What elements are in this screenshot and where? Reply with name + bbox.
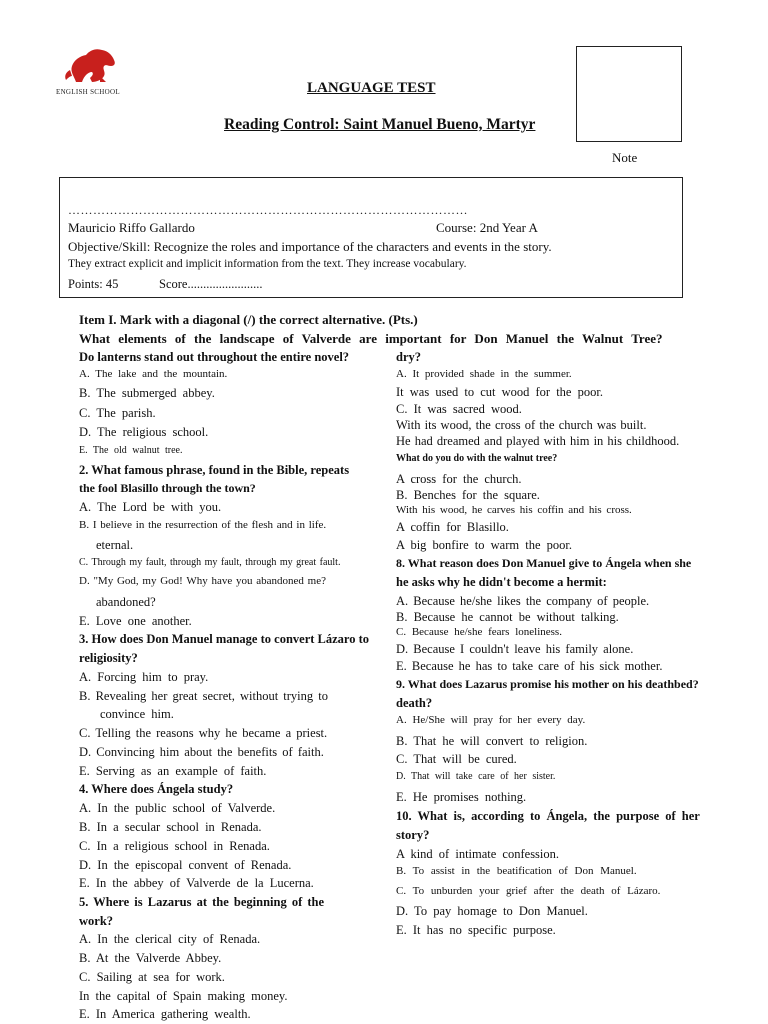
points-label: Points: 45 (68, 277, 119, 291)
q5-option-c[interactable]: C. Sailing at sea for work. (79, 970, 225, 984)
student-name: Mauricio Riffo Gallardo (68, 220, 195, 235)
note-label: Note (612, 150, 638, 165)
q8-option-e[interactable]: E. Because he has to take care of his sick mother. (396, 659, 663, 673)
q4-option-b[interactable]: B. In a secular school in Renada. (79, 820, 262, 834)
q4-option-d[interactable]: D. In the episcopal convent of Renada. (79, 858, 292, 872)
q2-option-b[interactable]: B. I believe in the resurrection of the flesh and in life. (79, 519, 327, 531)
walnut-option-c[interactable]: With his wood, he carves his coffin and his cross. (396, 504, 632, 516)
q1-option-c[interactable]: C. The parish. (79, 406, 156, 420)
q1-option-a[interactable]: A. The lake and the mountain. (79, 368, 228, 380)
q5-option-a[interactable]: A. In the clerical city of Renada. (79, 932, 261, 946)
q9-option-a[interactable]: A. He/She will pray for her every day. (396, 714, 586, 726)
q10-option-c[interactable]: C. To unburden your grief after the death of Lázaro. (396, 885, 661, 897)
question-5: 5. Where is Lazarus at the beginning of the (79, 895, 325, 909)
course-label: Course: 2nd Year A (436, 220, 538, 235)
q8-option-d[interactable]: D. Because I couldn't leave his family alone. (396, 642, 634, 656)
q3-option-d[interactable]: D. Convincing him about the benefits of faith. (79, 745, 324, 759)
q1b-option-c[interactable]: C. It was sacred wood. (396, 402, 522, 416)
q1b-option-b[interactable]: It was used to cut wood for the poor. (396, 385, 603, 399)
q8-option-c[interactable]: C. Because he/she fears loneliness. (396, 626, 562, 638)
q1b-option-a[interactable]: A. It provided shade in the summer. (396, 368, 572, 380)
question-2: 2. What famous phrase, found in the Bible, repeats (79, 463, 350, 477)
question-8: 8. What reason does Don Manuel give to Ángela when she (396, 556, 692, 570)
q10-option-b[interactable]: B. To assist in the beatification of Don Manuel. (396, 865, 637, 877)
q5-option-b[interactable]: B. At the Valverde Abbey. (79, 951, 222, 965)
q4-option-a[interactable]: A. In the public school of Valverde. (79, 801, 276, 815)
question-1: What elements of the landscape of Valverde are important for Don Manuel the Walnut Tree? (79, 331, 663, 346)
q3-option-c[interactable]: C. Telling the reasons why he became a priest. (79, 726, 328, 740)
q3-option-b-cont[interactable]: convince him. (100, 707, 174, 721)
q5-option-d[interactable]: In the capital of Spain making money. (79, 989, 288, 1003)
question-walnut: What do you do with the walnut tree? (396, 453, 558, 464)
q5-option-e[interactable]: E. In America gathering wealth. (79, 1007, 251, 1021)
q3-option-b[interactable]: B. Revealing her great secret, without trying to (79, 689, 329, 703)
q4-option-c[interactable]: C. In a religious school in Renada. (79, 839, 270, 853)
item-heading: Item I. Mark with a diagonal (/) the correct alternative. (Pts.) (79, 312, 418, 327)
q1-option-d[interactable]: D. The religious school. (79, 425, 209, 439)
q9-option-b[interactable]: B. That he will convert to religion. (396, 734, 588, 748)
name-line[interactable]: …………………………………………………………………………………… (68, 203, 468, 217)
q2-option-d-cont[interactable]: abandoned? (96, 595, 156, 609)
question-1-end: dry? (396, 350, 421, 364)
question-3: 3. How does Don Manuel manage to convert Lázaro to (79, 632, 370, 646)
lion-logo-icon (56, 46, 126, 88)
note-box[interactable] (576, 46, 682, 142)
walnut-option-a[interactable]: A cross for the church. (396, 472, 522, 486)
test-subtitle: Reading Control: Saint Manuel Bueno, Martyr (224, 116, 536, 133)
question-1-cont: Do lanterns stand out throughout the entire novel? (79, 350, 350, 364)
q1-option-e[interactable]: E. The old walnut tree. (79, 445, 183, 456)
school-logo (56, 46, 146, 98)
walnut-option-e[interactable]: A big bonfire to warm the poor. (396, 538, 572, 552)
q2-option-b-cont[interactable]: eternal. (96, 538, 134, 552)
question-3-cont: religiosity? (79, 651, 138, 665)
q2-option-d[interactable]: D. "My God, my God! Why have you abandoned me? (79, 575, 326, 587)
walnut-option-d[interactable]: A coffin for Blasillo. (396, 520, 509, 534)
test-title: LANGUAGE TEST (307, 80, 436, 96)
q9-option-c[interactable]: C. That will be cured. (396, 752, 517, 766)
walnut-option-b[interactable]: B. Benches for the square. (396, 488, 540, 502)
question-8-cont: he asks why he didn't become a hermit: (396, 575, 607, 589)
q10-option-a[interactable]: A kind of intimate confession. (396, 847, 560, 861)
q4-option-e[interactable]: E. In the abbey of Valverde de la Lucerna. (79, 876, 314, 890)
q3-option-e[interactable]: E. Serving as an example of faith. (79, 764, 267, 778)
question-10-cont: story? (396, 828, 430, 842)
question-9: 9. What does Lazarus promise his mother on his deathbed? (396, 677, 699, 691)
logo-text: ENGLISH SCHOOL (56, 88, 120, 96)
objective-text: Objective/Skill: Recognize the roles and importance of the characters and events in the story. (68, 239, 552, 254)
q2-option-a[interactable]: A. The Lord be with you. (79, 500, 222, 514)
question-5-cont: work? (79, 914, 114, 928)
question-10: 10. What is, according to Ángela, the purpose of her (396, 809, 700, 823)
q9-option-d[interactable]: D. That will take care of her sister. (396, 771, 556, 782)
question-9-cont: death? (396, 696, 433, 710)
q10-option-d[interactable]: D. To pay homage to Don Manuel. (396, 904, 588, 918)
q1b-option-d[interactable]: With its wood, the cross of the church was built. (396, 418, 647, 432)
q2-option-c[interactable]: C. Through my fault, through my fault, through my great fault. (79, 557, 341, 568)
score-field[interactable]: Score........................ (159, 277, 263, 291)
question-2-cont: the fool Blasillo through the town? (79, 481, 256, 495)
q3-option-a[interactable]: A. Forcing him to pray. (79, 670, 209, 684)
q1-option-b[interactable]: B. The submerged abbey. (79, 386, 215, 400)
q1b-option-e[interactable]: He had dreamed and played with him in his childhood. (396, 434, 680, 448)
q8-option-b[interactable]: B. Because he cannot be without talking. (396, 610, 619, 624)
q8-option-a[interactable]: A. Because he/she likes the company of people. (396, 594, 650, 608)
q9-option-e[interactable]: E. He promises nothing. (396, 790, 527, 804)
skills-text: They extract explicit and implicit information from the text. They increase vocabulary. (68, 258, 467, 270)
question-4: 4. Where does Ángela study? (79, 782, 234, 796)
student-info-box (59, 177, 683, 298)
q10-option-e[interactable]: E. It has no specific purpose. (396, 923, 556, 937)
q2-option-e[interactable]: E. Love one another. (79, 614, 192, 628)
